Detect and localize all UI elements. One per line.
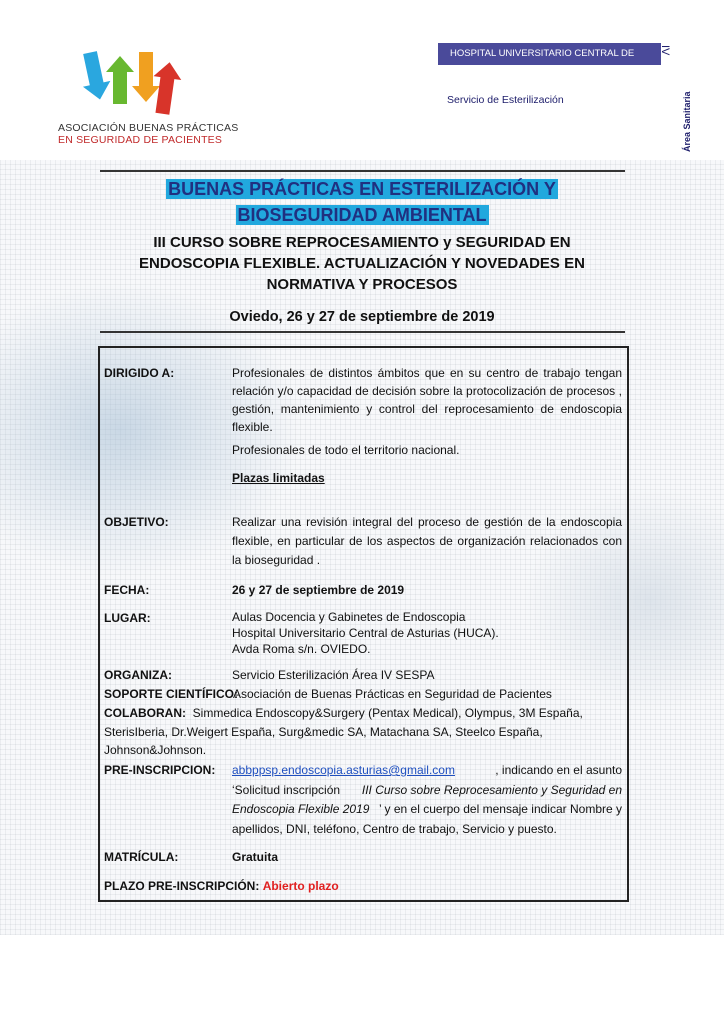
dirigido-label: DIRIGIDO A: bbox=[104, 366, 175, 380]
matricula-text: Gratuita bbox=[232, 850, 279, 864]
plazo-label: PLAZO PRE-INSCRIPCIÓN: bbox=[104, 879, 260, 893]
title-line2: BIOSEGURIDAD AMBIENTAL bbox=[237, 205, 487, 225]
plazas-limitadas: Plazas limitadas bbox=[232, 471, 325, 485]
plazo-row bbox=[104, 877, 339, 895]
colaboran-block bbox=[104, 704, 624, 760]
pre-inscripcion-label: PRE-INSCRIPCION: bbox=[104, 763, 216, 777]
subtitle-line1: III CURSO SOBRE REPROCESAMIENTO y SEGURIDAD EN bbox=[153, 234, 571, 251]
colaboran-label: COLABORAN: bbox=[104, 706, 186, 720]
pre-inscripcion-text bbox=[232, 761, 622, 839]
logo-line1: ASOCIACIÓN BUENAS PRÁCTICAS bbox=[58, 122, 239, 134]
dirigido-text2: Profesionales de todo el territorio nacional. bbox=[232, 443, 460, 457]
lugar-text bbox=[232, 609, 499, 657]
colaboran-line2: SterisIberia, Dr.Weigert España, Surg&medic SA, Matachana SA, Steelco España, bbox=[104, 724, 543, 739]
area-iv-label: IV bbox=[659, 45, 671, 56]
logo-line2: EN SEGURIDAD DE PACIENTES bbox=[58, 134, 223, 146]
soporte-label: SOPORTE CIENTÍFICO: bbox=[104, 687, 239, 701]
subtitle-line2: ENDOSCOPIA FLEXIBLE. ACTUALIZACIÓN Y NOVEDADES EN bbox=[139, 255, 585, 272]
soporte-text: Asociación de Buenas Prácticas en Seguridad de Pacientes bbox=[233, 687, 552, 701]
pre-line2b: III Curso sobre Reprocesamiento y Seguridad en bbox=[361, 782, 622, 797]
title-line1: BUENAS PRÁCTICAS EN ESTERILIZACIÓN Y bbox=[168, 179, 556, 199]
lugar-line3: Avda Roma s/n. OVIEDO. bbox=[232, 642, 371, 656]
colaboran-line3: Johnson&Johnson. bbox=[104, 743, 207, 757]
pre-line4: apellidos, DNI, teléfono, Centro de trabajo, Servicio y puesto. bbox=[232, 821, 557, 836]
dirigido-text: Profesionales de distintos ámbitos que en su centro de trabajo tengan relación y/o capacidad de decisión sobre la protocolización de procesos , gestión, mantenimiento y control del reprocesamiento de endoscopia flexible. bbox=[232, 366, 622, 434]
organiza-text: Servicio Esterilización Área IV SESPA bbox=[232, 668, 435, 682]
lugar-line1: Aulas Docencia y Gabinetes de Endoscopia bbox=[232, 610, 466, 624]
plazo-status: Abierto plazo bbox=[262, 879, 339, 893]
pre-inscripcion-email-link[interactable]: abbppsp.endoscopia.asturias@gmail.com bbox=[232, 763, 455, 777]
event-date-location: Oviedo, 26 y 27 de septiembre de 2019 bbox=[229, 309, 495, 325]
fecha-text: 26 y 27 de septiembre de 2019 bbox=[232, 583, 405, 597]
title-divider bbox=[100, 331, 625, 333]
service-name: Servicio de Esterilización bbox=[447, 94, 564, 106]
lugar-line2: Hospital Universitario Central de Asturias (HUCA). bbox=[232, 626, 499, 640]
area-sanitaria-label: Área Sanitaria bbox=[682, 91, 692, 152]
organiza-label: ORGANIZA: bbox=[104, 668, 172, 682]
top-divider bbox=[100, 170, 625, 172]
logo-text bbox=[58, 122, 238, 146]
pre-line2a: ‘Solicitud inscripción bbox=[232, 782, 341, 797]
pre-line3a: Endoscopia Flexible 2019 bbox=[232, 802, 370, 816]
fecha-label: FECHA: bbox=[104, 583, 150, 597]
main-title bbox=[0, 176, 724, 228]
colaboran-line1: Simmedica Endoscopy&Surgery (Pentax Medical), Olympus, 3M España, bbox=[192, 706, 583, 720]
objetivo-text: Realizar una revisión integral del proceso de gestión de la endoscopia flexible, en particular de los aspectos de organización relacionados con la bioseguridad . bbox=[232, 515, 622, 567]
subtitle-line3: NORMATIVA Y PROCESOS bbox=[266, 276, 458, 293]
objetivo-label: OBJETIVO: bbox=[104, 515, 169, 529]
subtitle bbox=[100, 232, 624, 295]
matricula-label: MATRÍCULA: bbox=[104, 850, 179, 864]
pre-line3b: ’ y en el cuerpo del mensaje indicar Nombre y bbox=[378, 802, 622, 816]
hospital-bar: HOSPITAL UNIVERSITARIO CENTRAL DE ASTURIAS bbox=[438, 43, 661, 65]
lugar-label: LUGAR: bbox=[104, 611, 151, 625]
pre-inscripcion-after: , indicando en el asunto bbox=[495, 763, 622, 777]
